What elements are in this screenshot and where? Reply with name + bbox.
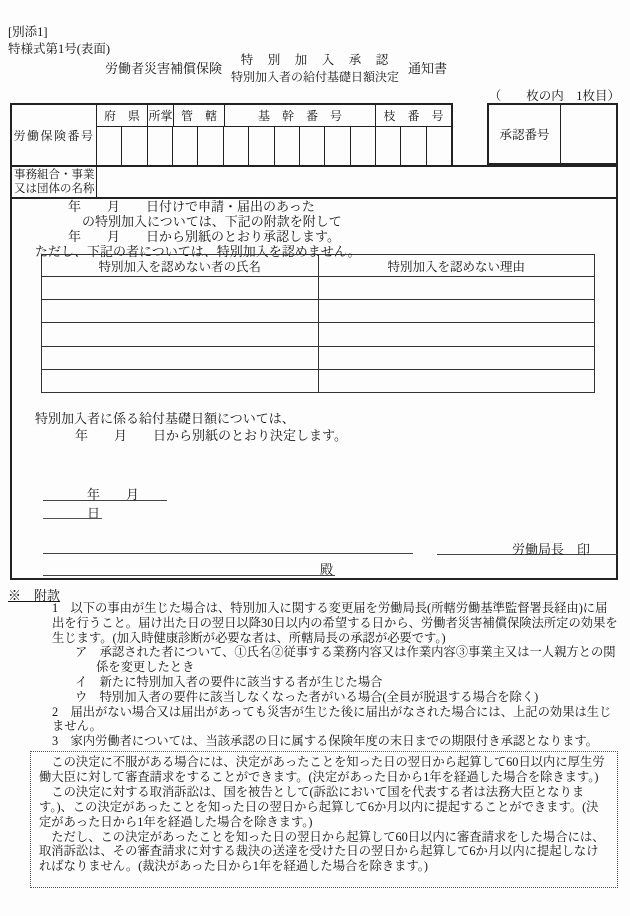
appeal-notice-box — [30, 751, 618, 888]
labour-insurance-number-label: 労働保険番号 — [12, 105, 97, 165]
sheet-count-note: （ 枚の内 1枚目） — [488, 89, 620, 103]
rejection-row — [42, 347, 594, 370]
number-cell[interactable] — [426, 127, 451, 165]
notice-paragraph-3: ただし、この決定があったことを知った日の翌日から起算して60日以内に審査請求をした場合には、取消訴訟は、その審査請求に対する裁決の送達を受けた日の翌日から起算して6か月以内に提起しなければなりません。(裁決があった日から1年を経過した場合を除きます。) — [39, 829, 605, 874]
number-cell[interactable] — [324, 127, 349, 165]
blank-underline-field[interactable] — [43, 503, 102, 519]
header-office: 管 轄 — [173, 105, 224, 126]
number-cell-row — [97, 127, 451, 165]
number-cell[interactable] — [147, 127, 172, 165]
header-prefecture: 府 県 — [103, 109, 140, 123]
basis-statement-line2: 年 月 日から別紙のとおり決定します。 — [75, 428, 347, 443]
rejection-table — [41, 254, 595, 393]
rejection-row — [42, 323, 594, 346]
header-jurisdiction: 所掌 — [147, 105, 173, 126]
appendix-item-1a: ア 承認された者について、①氏名②従事する業務内容又は作業内容③事業主又は一人親方との関係を変更したとき — [75, 645, 616, 675]
number-cell[interactable] — [121, 127, 146, 165]
approval-number-label: 承認番号 — [489, 105, 561, 163]
rejection-table-header — [42, 255, 594, 277]
organization-label-line1: 事務組合・事業 — [14, 169, 95, 181]
number-cell[interactable] — [223, 127, 248, 165]
number-cell[interactable] — [97, 127, 121, 165]
attachment-label: [別添1] — [8, 25, 48, 39]
rejection-row — [42, 370, 594, 392]
basis-statement-line1: 特別加入者に係る給付基礎日額については、 — [35, 411, 295, 426]
rejection-name-cell[interactable] — [42, 370, 318, 392]
rejection-name-cell[interactable] — [42, 277, 318, 299]
appendix-item-1i: イ 新たに特別加入者の要件に該当する者が生じた場合 — [75, 674, 383, 689]
number-cell[interactable] — [350, 127, 375, 165]
title-approval-line: 特 別 加 入 承 認 — [240, 53, 390, 67]
notice-paragraph-1: この決定に不服がある場合には、決定があったことを知った日の翌日から起算して60日以内に厚生労働大臣に対して審査請求をすることができます。(決定があった日から1年を経過した場合を除きます。) — [39, 755, 605, 784]
rejection-reason-cell[interactable] — [318, 277, 595, 299]
organization-label — [12, 167, 97, 197]
labour-insurance-number-table — [10, 103, 453, 165]
header-branch-number: 枝 番 号 — [375, 105, 451, 126]
rejection-name-cell[interactable] — [42, 300, 318, 322]
appendix-heading: ※ 附款 — [8, 588, 61, 603]
appendix-item-3: 3 家内労働者については、当該承認の日に属する保険年度の末日までの期限付き承認となります。 — [52, 734, 598, 749]
rejection-reason-cell[interactable] — [318, 370, 595, 392]
rejection-name-cell[interactable] — [42, 323, 318, 345]
number-header-row — [97, 105, 451, 127]
rejection-reason-cell[interactable] — [318, 347, 595, 369]
number-cell[interactable] — [248, 127, 273, 165]
organization-row — [10, 165, 618, 197]
notice-paragraph-2: この決定に対する取消訴訟は、国を被告として(訴訟において国を代表する者は法務大臣となります。)、この決定があったことを知った日の翌日から起算して6か月以内に提起することができます。(決定があった日から1年を経過した場合を除きます。) — [39, 784, 599, 829]
insurance-name: 労働者災害補償保険 — [105, 61, 223, 76]
form-title — [105, 50, 447, 85]
rejection-name-header: 特別加入を認めない者の氏名 — [98, 259, 261, 274]
approval-statement-line4: ただし、下記の者については、特別加入を認めません。 — [35, 244, 361, 259]
number-cell[interactable] — [375, 127, 400, 165]
number-cell[interactable] — [172, 127, 197, 165]
labour-bureau-director-seal: 労働局長 印 — [437, 539, 618, 555]
title-suffix: 通知書 — [408, 61, 448, 76]
issue-date-field[interactable]: 年 月 日 — [43, 484, 167, 501]
header-core-number: 基 幹 番 号 — [224, 105, 375, 126]
approval-statement-line3: 年 月 日から別紙のとおり承認します。 — [68, 229, 340, 244]
organization-label-line2: 又は団体の名称 — [14, 183, 95, 195]
rejection-reason-cell[interactable] — [318, 300, 595, 322]
rejection-row — [42, 300, 594, 323]
approval-number-field[interactable] — [561, 105, 616, 163]
labour-insurance-number-grid — [97, 105, 451, 165]
appendix-item-1: 1 以下の事由が生じた場合は、特別加入に関する変更届を労働局長(所轄労働基準監督署長経由)に届出を行うこと。届け出た日の翌日以降30日以内の希望する日から、労働者災害補償保険法所定の効果を生じます。(加入時健康診断が必要な者は、所轄局長の承認が必要です。) — [52, 601, 618, 645]
recipient-name-field[interactable] — [43, 538, 413, 554]
rejection-reason-cell[interactable] — [318, 323, 595, 345]
title-basis-line: 特別加入者の給付基礎日額決定 — [231, 70, 400, 84]
rejection-reason-header: 特別加入を認めない理由 — [318, 255, 595, 276]
title-stack — [231, 50, 399, 85]
rejection-name-cell[interactable] — [42, 347, 318, 369]
appendix-item-2: 2 届出がない場合又は届出があっても災害が生じた後に届出がなされた場合には、上記の効果は生じません。 — [52, 704, 612, 734]
approval-number-box — [487, 103, 618, 165]
organization-name-field[interactable] — [97, 167, 616, 197]
rejection-row — [42, 277, 594, 300]
form-code: 特様式第1号(表面) — [8, 42, 111, 56]
approval-statement-line2: の特別加入については、下記の附款を附して — [82, 214, 342, 229]
number-cell[interactable] — [274, 127, 299, 165]
approval-statement-line1: 年 月 日付けで申請・届出のあった — [68, 199, 315, 214]
appendix-list — [52, 601, 618, 749]
recipient-honorific-line: 殿 — [43, 559, 335, 576]
appendix-item-1u: ウ 特別加入者の要件に該当しなくなった者がいる場合(全員が脱退する場合を除く) — [75, 689, 539, 704]
number-cell[interactable] — [400, 127, 425, 165]
number-cell[interactable] — [299, 127, 324, 165]
number-cell[interactable] — [197, 127, 222, 165]
